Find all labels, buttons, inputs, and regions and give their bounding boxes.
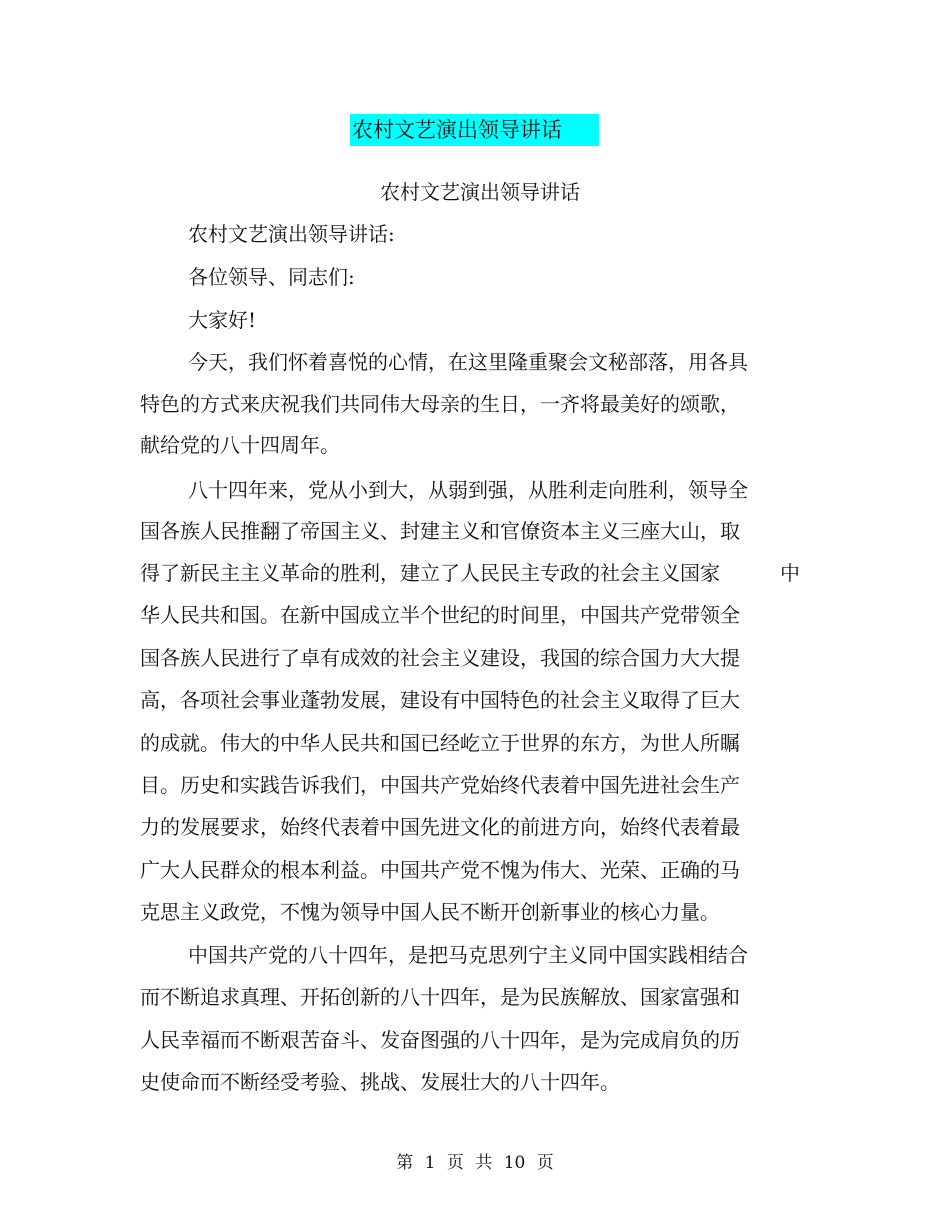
paragraph-line: 特色的方式来庆祝我们共同伟大母亲的生日，一齐将最美好的颂歌， [140, 392, 740, 416]
paragraph-line: 国各族人民推翻了帝国主义、封建主义和官僚资本主义三座大山，取 [140, 519, 740, 543]
paragraph-line: 广大人民群众的根本利益。中国共产党不愧为伟大、光荣、正确的马 [140, 858, 740, 882]
paragraph-line: 今天，我们怀着喜悦的心情，在这里隆重聚会文秘部落，用各具 [188, 350, 748, 374]
paragraph-line: 中国共产党的八十四年，是把马克思列宁主义同中国实践相结合 [188, 943, 748, 967]
paragraph-line: 大家好! [188, 308, 257, 332]
paragraph-line: 献给党的八十四周年。 [140, 433, 340, 457]
page-footer: 第 1 页 共 10 页 [396, 1153, 554, 1173]
paragraph-line: 目。历史和实践告诉我们，中国共产党始终代表着中国先进社会生产 [140, 773, 740, 797]
paragraph-line: 八十四年来，党从小到大，从弱到强，从胜利走向胜利，领导全 [188, 478, 748, 502]
line-wrap-character: 中 [780, 561, 800, 585]
paragraph-line: 国各族人民进行了卓有成效的社会主义建设，我国的综合国力大大提 [140, 646, 740, 670]
paragraph-line: 人民幸福而不断艰苦奋斗、发奋图强的八十四年，是为完成肩负的历 [140, 1028, 740, 1052]
document-title: 农村文艺演出领导讲话 [380, 180, 580, 204]
paragraph-line: 史使命而不断经受考验、挑战、发展壮大的八十四年。 [140, 1070, 620, 1094]
paragraph-line: 而不断追求真理、开拓创新的八十四年，是为民族解放、国家富强和 [140, 985, 740, 1009]
paragraph-line: 高，各项社会事业蓬勃发展，建设有中国特色的社会主义取得了巨大 [140, 688, 740, 712]
paragraph-line: 力的发展要求，始终代表着中国先进文化的前进方向，始终代表着最 [140, 815, 740, 839]
paragraph-line: 克思主义政党，不愧为领导中国人民不断开创新事业的核心力量。 [140, 900, 720, 924]
paragraph-line: 得了新民主主义革命的胜利，建立了人民民主专政的社会主义国家 [140, 561, 720, 585]
highlighted-title: 农村文艺演出领导讲话 [350, 114, 599, 146]
paragraph-line: 农村文艺演出领导讲话: [188, 222, 395, 246]
paragraph-line: 各位领导、同志们: [188, 265, 355, 289]
paragraph-line: 华人民共和国。在新中国成立半个世纪的时间里，中国共产党带领全 [140, 603, 740, 627]
paragraph-line: 的成就。伟大的中华人民共和国已经屹立于世界的东方，为世人所瞩 [140, 731, 740, 755]
